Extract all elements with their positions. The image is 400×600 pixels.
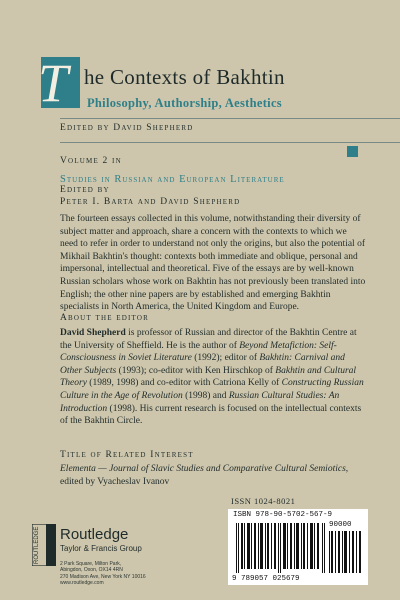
barcode-main-bars xyxy=(236,523,326,573)
series-edited-label: Edited by xyxy=(60,185,110,195)
book-subtitle: Philosophy, Authorship, Aesthetics xyxy=(87,96,282,110)
volume-label: Volume 2 in xyxy=(60,156,122,166)
description-paragraph: The fourteen essays collected in this volume, notwithstanding their diversity of subject matter and approach, share a concern with the contexts to which we need to refer in order to understand not only the origins, but also the potential of Mikhail Bakhtin's thought: contexts both immediate and oblique, personal and impersonal, intellectual and theoretical. Five of the essays are by well-known Russian scholars whose work on Bakhtin has not previously been translated into English; the other nine papers are by established and emerging Bakhtin specialists in North America, the United Kingdom and Europe. xyxy=(60,214,366,313)
title-initial: T xyxy=(38,53,69,113)
series-title: Studies in Russian and European Literature xyxy=(60,174,285,185)
barcode-addon-bars xyxy=(329,531,363,573)
publisher-address: 2 Park Square, Milton Park, Abingdon, Oxon, OX14 4RN 270 Madison Ave, New York NY 10016 www.routledge.com xyxy=(60,561,146,587)
publisher-name: Routledge xyxy=(60,526,129,543)
series-editor-names: Peter I. Barta and David Shepherd xyxy=(60,197,241,207)
book-title: he Contexts of Bakhtin xyxy=(84,65,285,89)
isbn-barcode xyxy=(228,509,368,585)
related-title: Elementa — Journal of Slavic Studies and Comparative Cultural Semiotics, edited by Vyacheslav Ivanov xyxy=(60,464,349,487)
related-heading: Title of Related Interest xyxy=(60,450,194,460)
price-code: 90000 xyxy=(329,521,352,529)
accent-square xyxy=(347,146,358,157)
about-heading: About the editor xyxy=(60,313,150,323)
series-rule xyxy=(60,142,400,143)
header-rule xyxy=(60,118,400,119)
book-editor: Edited by David Shepherd xyxy=(60,123,194,133)
barcode-digits: 9 789057 025679 xyxy=(232,575,300,583)
isbn-text: ISBN 978-90-5702-567-9 xyxy=(233,511,333,519)
svg-text:ROUTLEDGE: ROUTLEDGE xyxy=(34,526,40,564)
issn-number: ISSN 1024-8021 xyxy=(231,496,296,506)
publisher-group: Taylor & Francis Group xyxy=(60,544,142,553)
editor-bio: David Shepherd is professor of Russian and director of the Bakhtin Centre at the University of Sheffield. He is the author of Beyond Metafiction: Self-Consciousness in Soviet Literature (1992); editor of Bakhtin: Carnival and Other Subjects (1993); co-editor with Ken Hirschkop of Bakhtin and Cultural Theory (1989, 1998) and co-editor with Catriona Kelly of Constructing Russian Culture in the Age of Revolution (1998) and Russian Cultural Studies: An Introduction (1998). His current research is focused on the intellectual contexts of the Bakhtin Circle. xyxy=(60,328,364,427)
routledge-logo-icon xyxy=(32,524,56,566)
series-editors xyxy=(60,184,240,208)
